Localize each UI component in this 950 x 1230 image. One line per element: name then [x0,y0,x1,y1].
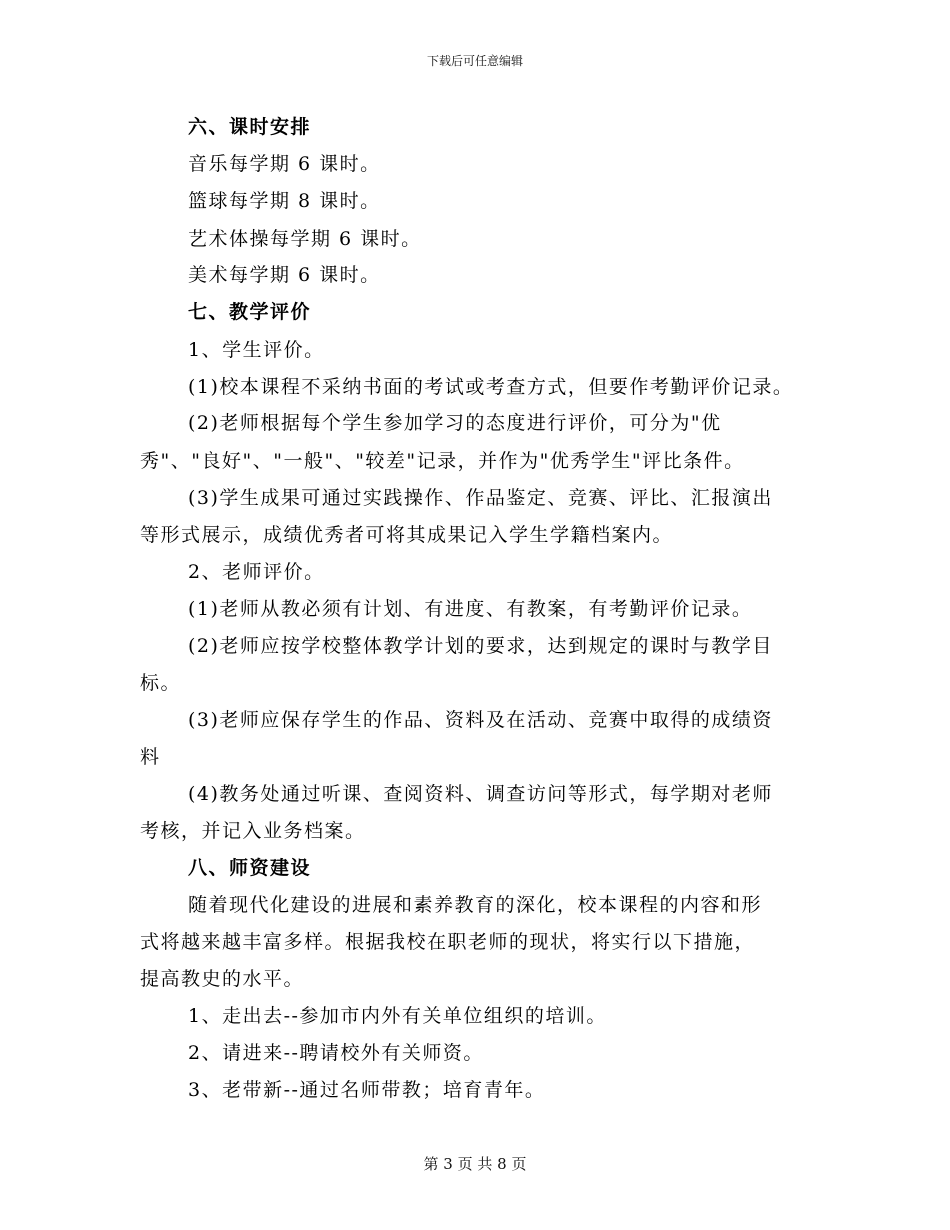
section-heading: 七、教学评价 [188,301,312,323]
paragraph-line: 提高教史的水平。 [140,968,305,990]
paragraph-line: 3、老带新--通过名师带教；培育青年。 [188,1079,546,1101]
paragraph-line: (1)校本课程不采纳书面的考试或考查方式，但要作考勤评价记录。 [188,376,794,398]
section-heading: 六、课时安排 [188,116,312,138]
paragraph-line: 2、请进来--聘请校外有关师资。 [188,1042,484,1064]
paragraph-line: 考核，并记入业务档案。 [140,820,366,842]
paragraph-line: 音乐每学期 6 课时。 [188,153,381,175]
paragraph-line: 式将越来越丰富多样。根据我校在职老师的现状，将实行以下措施， [140,931,756,953]
paragraph-line: 等形式展示，成绩优秀者可将其成果记入学生学籍档案内。 [140,524,674,546]
page-footer: 第 3 页 共 8 页 [423,1155,527,1173]
paragraph-line: 秀"、"良好"、"一般"、"较差"记录，并作为"优秀学生"评比条件。 [140,450,745,472]
paragraph-line: (2)老师应按学校整体教学计划的要求，达到规定的课时与教学目 [188,635,773,657]
paragraph-line: 艺术体操每学期 6 课时。 [188,228,422,250]
section-heading: 八、师资建设 [188,857,312,879]
paragraph-line: 美术每学期 6 课时。 [188,264,381,286]
paragraph-line: (2)老师根据每个学生参加学习的态度进行评价，可分为"优 [188,412,722,434]
paragraph-line: (1)老师从教必须有计划、有进度、有教案，有考勤评价记录。 [188,598,753,620]
paragraph-line: 料 [140,746,161,768]
paragraph-line: (3)学生成果可通过实践操作、作品鉴定、竞赛、评比、汇报演出 [188,487,773,509]
paragraph-line: 随着现代化建设的进展和素养教育的深化，校本课程的内容和形 [188,894,763,916]
paragraph-line: 2、老师评价。 [188,561,325,583]
paragraph-line: (4)教务处通过听课、查阅资料、调查访问等形式，每学期对老师 [188,783,773,805]
page-header: 下载后可任意编辑 [426,54,523,68]
paragraph-line: 1、学生评价。 [188,339,325,361]
paragraph-line: (3)老师应保存学生的作品、资料及在活动、竞赛中取得的成绩资 [188,709,773,731]
paragraph-line: 篮球每学期 8 课时。 [188,190,381,212]
paragraph-line: 标。 [140,672,182,694]
paragraph-line: 1、走出去--参加市内外有关单位组织的培训。 [188,1005,607,1027]
